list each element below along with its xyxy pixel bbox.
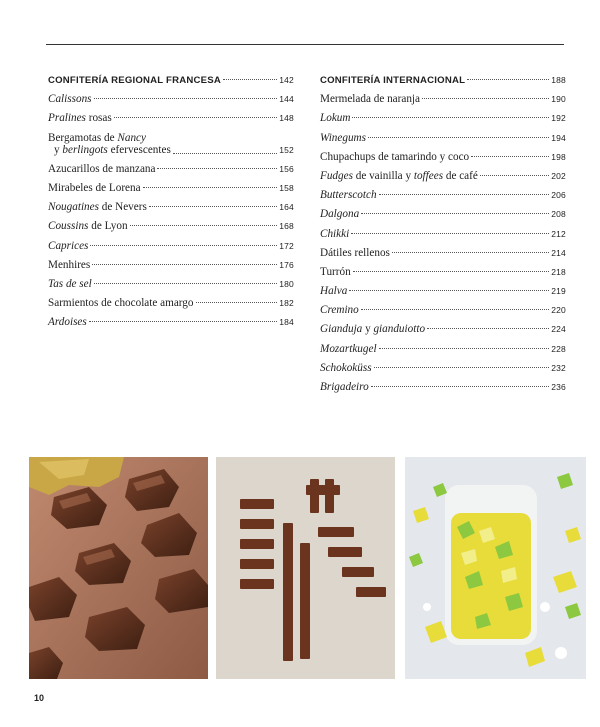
toc-title-fragment: CONFITERÍA REGIONAL FRANCESA: [48, 75, 221, 86]
toc-leader-dots: [361, 213, 549, 214]
toc-title-fragment: Bergamotas de: [48, 131, 118, 144]
toc-leader-dots: [467, 79, 549, 80]
toc-entry-title: [48, 259, 90, 272]
toc-leader-dots: [130, 225, 278, 226]
toc-entry-title: [320, 247, 390, 260]
toc-leader-dots: [89, 321, 277, 322]
page-number: 10: [34, 693, 45, 703]
toc-leader-dots: [349, 290, 549, 291]
toc-section-heading[interactable]: [320, 74, 566, 87]
toc-right-column: [320, 74, 566, 400]
toc-entry[interactable]: [320, 323, 566, 336]
toc-title-fragment: de Lyon: [88, 220, 128, 233]
toc-title-fragment: Gianduja: [320, 323, 363, 336]
toc-leader-dots: [94, 283, 277, 284]
toc-leader-dots: [173, 153, 277, 154]
toc-entry-title: [320, 112, 350, 125]
toc-leader-dots: [143, 187, 278, 188]
toc-entry[interactable]: [48, 93, 294, 106]
toc-title-fragment: de vainilla y: [352, 169, 414, 182]
toc-page-number: 212: [551, 228, 566, 239]
toc-leader-dots: [114, 117, 277, 118]
toc-entry[interactable]: [320, 132, 566, 145]
toc-title-fragment: Mozartkugel: [320, 342, 377, 355]
toc-entry-title: [320, 151, 469, 164]
toc-leader-dots: [94, 98, 278, 99]
toc-leader-dots: [92, 264, 277, 265]
toc-title-fragment: Pralines: [48, 112, 86, 125]
toc-entry-title: [320, 323, 425, 336]
toc-page-number: 176: [279, 259, 294, 270]
toc-entry-title: [48, 93, 92, 106]
toc-entry[interactable]: [320, 208, 566, 221]
toc-title-fragment: rosas: [85, 112, 112, 125]
toc-title-fragment: Turrón: [320, 265, 351, 278]
toc-entry[interactable]: [320, 228, 566, 241]
toc-entry-title: [320, 304, 359, 317]
toc-title-fragment: Mermelada de naranja: [320, 93, 421, 106]
toc-entry[interactable]: [320, 304, 566, 317]
toc-page-number: 192: [551, 113, 566, 124]
toc-entry-title: [320, 285, 347, 298]
toc-entry[interactable]: [320, 151, 566, 164]
toc-title-fragment: Calissons: [48, 93, 92, 106]
toc-title-fragment: Halva: [320, 285, 348, 298]
toc-entry-title: [320, 189, 377, 202]
toc-left-column: [48, 74, 294, 335]
toc-entry[interactable]: [48, 220, 294, 233]
toc-entry[interactable]: [48, 278, 294, 291]
toc-entry-title: [320, 93, 420, 106]
toc-title-fragment: Ardoises: [48, 316, 87, 329]
toc-page-number: 156: [279, 163, 294, 174]
toc-page-number: 214: [551, 247, 566, 258]
toc-entry-title: [48, 201, 147, 214]
toc-page-number: 158: [279, 182, 294, 193]
toc-title-fragment: Menhires: [48, 258, 91, 271]
toc-title-fragment: Brigadeiro: [320, 381, 369, 393]
toc-title-fragment: berlingots: [62, 144, 108, 157]
toc-entry[interactable]: [48, 112, 294, 125]
toc-entry[interactable]: [48, 240, 294, 253]
toc-entry-title: [48, 163, 155, 176]
toc-page-number: 194: [551, 132, 566, 143]
toc-page-number: 164: [279, 202, 294, 213]
toc-entry[interactable]: [48, 132, 294, 157]
toc-title-fragment: Mirabeles de Lorena: [48, 181, 141, 194]
toc-title-fragment: CONFITERÍA INTERNACIONAL: [320, 75, 466, 86]
toc-entry-title: [48, 220, 128, 233]
toc-page-number: 190: [551, 94, 566, 105]
toc-page-number: 182: [279, 298, 294, 309]
toc-title-fragment: Butterscotch: [320, 189, 377, 202]
toc-leader-dots: [374, 367, 550, 368]
toc-page-number: 208: [551, 209, 566, 220]
toc-page-number: 206: [551, 190, 566, 201]
toc-page-number: 148: [279, 113, 294, 124]
toc-leader-dots: [379, 194, 550, 195]
toc-title-fragment: Azucarillos de manzana: [48, 162, 156, 175]
toc-leader-dots: [351, 233, 549, 234]
toc-page-number: 198: [551, 151, 566, 162]
toc-page-number: 142: [279, 75, 294, 85]
toc-title-fragment: de Nevers: [98, 201, 147, 214]
toc-title-fragment: Fudges: [320, 169, 353, 182]
toc-page-number: 188: [551, 75, 566, 85]
toc-title-fragment: y: [362, 323, 374, 336]
toc-title-fragment: Schokoküss: [320, 361, 372, 374]
toc-page-number: 168: [279, 221, 294, 232]
toc-leader-dots: [371, 386, 550, 387]
toc-entry[interactable]: [48, 297, 294, 310]
toc-entry-title: [48, 316, 87, 329]
chocolate-sticks-photo: [216, 457, 395, 679]
toc-title-fragment: Tas de sel: [48, 277, 92, 290]
toc-entry-title: [48, 132, 171, 157]
toc-title-fragment: Coussins: [48, 220, 89, 233]
toc-leader-dots: [149, 206, 277, 207]
toc-page-number: 180: [279, 278, 294, 289]
toc-leader-dots: [471, 156, 549, 157]
toc-entry-title: [320, 208, 359, 221]
toc-entry[interactable]: [320, 247, 566, 260]
toc-page-number: 219: [551, 286, 566, 297]
toc-leader-dots: [361, 309, 549, 310]
toc-entry-title: [48, 182, 141, 195]
toc-leader-dots: [422, 98, 549, 99]
toc-leader-dots: [157, 168, 277, 169]
toc-entry[interactable]: [320, 112, 566, 125]
toc-title-fragment: de café: [443, 169, 478, 182]
toc-entry-title: [320, 74, 465, 87]
toc-entry-title: [48, 74, 221, 87]
toc-title-fragment: Lokum: [320, 112, 351, 125]
toc-entry-title: [48, 278, 92, 291]
toc-title-fragment: Dalgona: [320, 208, 360, 221]
toc-page-number: 224: [551, 324, 566, 335]
jelly-jar-photo: [405, 457, 586, 679]
toc-entry-title: [320, 343, 377, 356]
toc-page-number: 232: [551, 362, 566, 373]
toc-title-fragment: Winegums: [320, 131, 366, 144]
toc-entry[interactable]: [320, 381, 566, 394]
chocolate-bonbons-photo: [29, 457, 208, 679]
toc-page-number: 172: [279, 240, 294, 251]
toc-page-number: 218: [551, 266, 566, 277]
toc-page-number: 144: [279, 94, 294, 105]
toc-entry[interactable]: [320, 362, 566, 375]
toc-entry-title-line1: [48, 132, 171, 145]
toc-entry[interactable]: [48, 182, 294, 195]
toc-entry[interactable]: [320, 285, 566, 298]
toc-leader-dots: [392, 252, 549, 253]
toc-leader-dots: [352, 117, 549, 118]
toc-entry[interactable]: [48, 259, 294, 272]
toc-leader-dots: [196, 302, 278, 303]
toc-entry[interactable]: [320, 266, 566, 279]
toc-page-number: 152: [279, 144, 294, 155]
toc-title-fragment: Chikki: [320, 227, 350, 240]
toc-title-fragment: toffees: [413, 169, 444, 182]
toc-entry[interactable]: [48, 316, 294, 329]
toc-leader-dots: [90, 245, 277, 246]
toc-title-fragment: Nougatines: [48, 201, 99, 214]
toc-entry[interactable]: [320, 93, 566, 106]
toc-entry[interactable]: [48, 163, 294, 176]
toc-entry-title: [48, 297, 194, 310]
toc-title-fragment: Cremino: [320, 304, 359, 317]
toc-leader-dots: [480, 175, 549, 176]
toc-entry-title: [48, 240, 88, 253]
toc-page-number: 236: [551, 382, 566, 392]
toc-entry-title: [320, 170, 478, 183]
toc-entry-title-line2: [48, 144, 171, 157]
toc-entry[interactable]: [320, 170, 566, 183]
toc-page-number: 228: [551, 343, 566, 354]
toc-entry-title: [320, 381, 369, 394]
toc-entry[interactable]: [320, 189, 566, 202]
toc-title-fragment: efervescentes: [107, 144, 171, 157]
toc-title-fragment: gianduiotto: [373, 323, 426, 336]
toc-title-fragment: Sarmientos de chocolate amargo: [48, 297, 194, 310]
toc-entry-title: [320, 132, 366, 145]
toc-title-fragment: Dátiles rellenos: [320, 246, 390, 259]
toc-page-number: 184: [279, 317, 294, 328]
toc-section-heading[interactable]: [48, 74, 294, 87]
toc-entry-title: [48, 112, 112, 125]
toc-entry[interactable]: [48, 201, 294, 214]
toc-entry-title: [320, 362, 372, 375]
toc-page-number: 202: [551, 170, 566, 181]
toc-title-fragment: Caprices: [48, 239, 89, 252]
toc-leader-dots: [353, 271, 550, 272]
toc-entry-title: [320, 266, 351, 279]
toc-entry-title: [320, 228, 349, 241]
toc-title-fragment: y: [54, 144, 63, 157]
toc-page-number: 220: [551, 305, 566, 316]
toc-leader-dots: [427, 328, 549, 329]
toc-leader-dots: [368, 137, 549, 138]
top-rule: [46, 44, 564, 45]
toc-title-fragment: Chupachups de tamarindo y coco: [320, 150, 470, 163]
toc-title-fragment: Nancy: [117, 131, 146, 144]
toc-leader-dots: [223, 79, 277, 80]
toc-leader-dots: [379, 348, 550, 349]
toc-entry[interactable]: [320, 343, 566, 356]
